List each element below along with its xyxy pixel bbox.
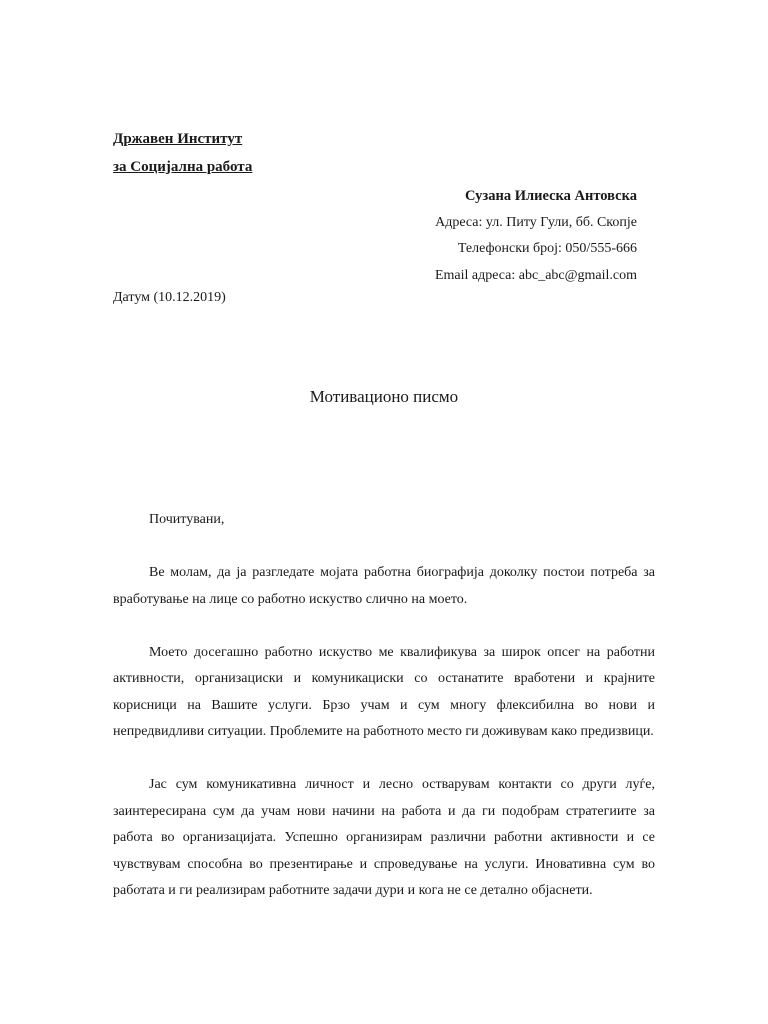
sender-email: Email адреса: abc_abc@gmail.com xyxy=(434,267,637,283)
recipient-line-1: Државен Институт xyxy=(113,131,243,147)
letter-body xyxy=(113,507,655,931)
letter-date: Датум (10.12.2019) xyxy=(113,290,226,305)
recipient-line-2: за Социјална работа xyxy=(113,159,253,175)
letter-title: Мотивационо писмо xyxy=(309,387,459,406)
letter-paragraph-3: Јас сум комуникативна личност и лесно остварувам контакти со други луѓе, заинтересирана сум да учам нови начини на работа и да ги подобрам стратегиите за работа во организацијата. Успешно организирам различни работни активности и се чувствувам способна во презентирање и спроведување на услуги. Иновативна сум во работата и ги реализирам работните задачи дури и кога не се детално објаснети. xyxy=(113,777,655,898)
sender-address: Адреса: ул. Питу Гули, бб. Скопје xyxy=(435,214,637,230)
letter-paragraph-2: Моето досегашно работно искуство ме квалификува за широк опсег на работни активности, организациски и комуникациски со останатите вработени и крајните корисници на Вашите услуги. Брзо учам и сум многу флексибилна во нови и непредвидливи ситуации. Проблемите на работното место ги доживувам како предизвици. xyxy=(113,644,655,739)
recipient-block xyxy=(113,125,252,181)
letter-paragraph-1: Ве молам, да ја разгледате мојата работна биографија доколку постои потреба за вработување на лице со работно искуство слично на моето. xyxy=(113,565,655,607)
sender-block xyxy=(435,183,637,289)
sender-name: Сузана Илиеска Антовска xyxy=(465,188,637,204)
letter-greeting: Почитувани, xyxy=(149,512,225,527)
sender-phone: Телефонски број: 050/555-666 xyxy=(457,241,637,256)
